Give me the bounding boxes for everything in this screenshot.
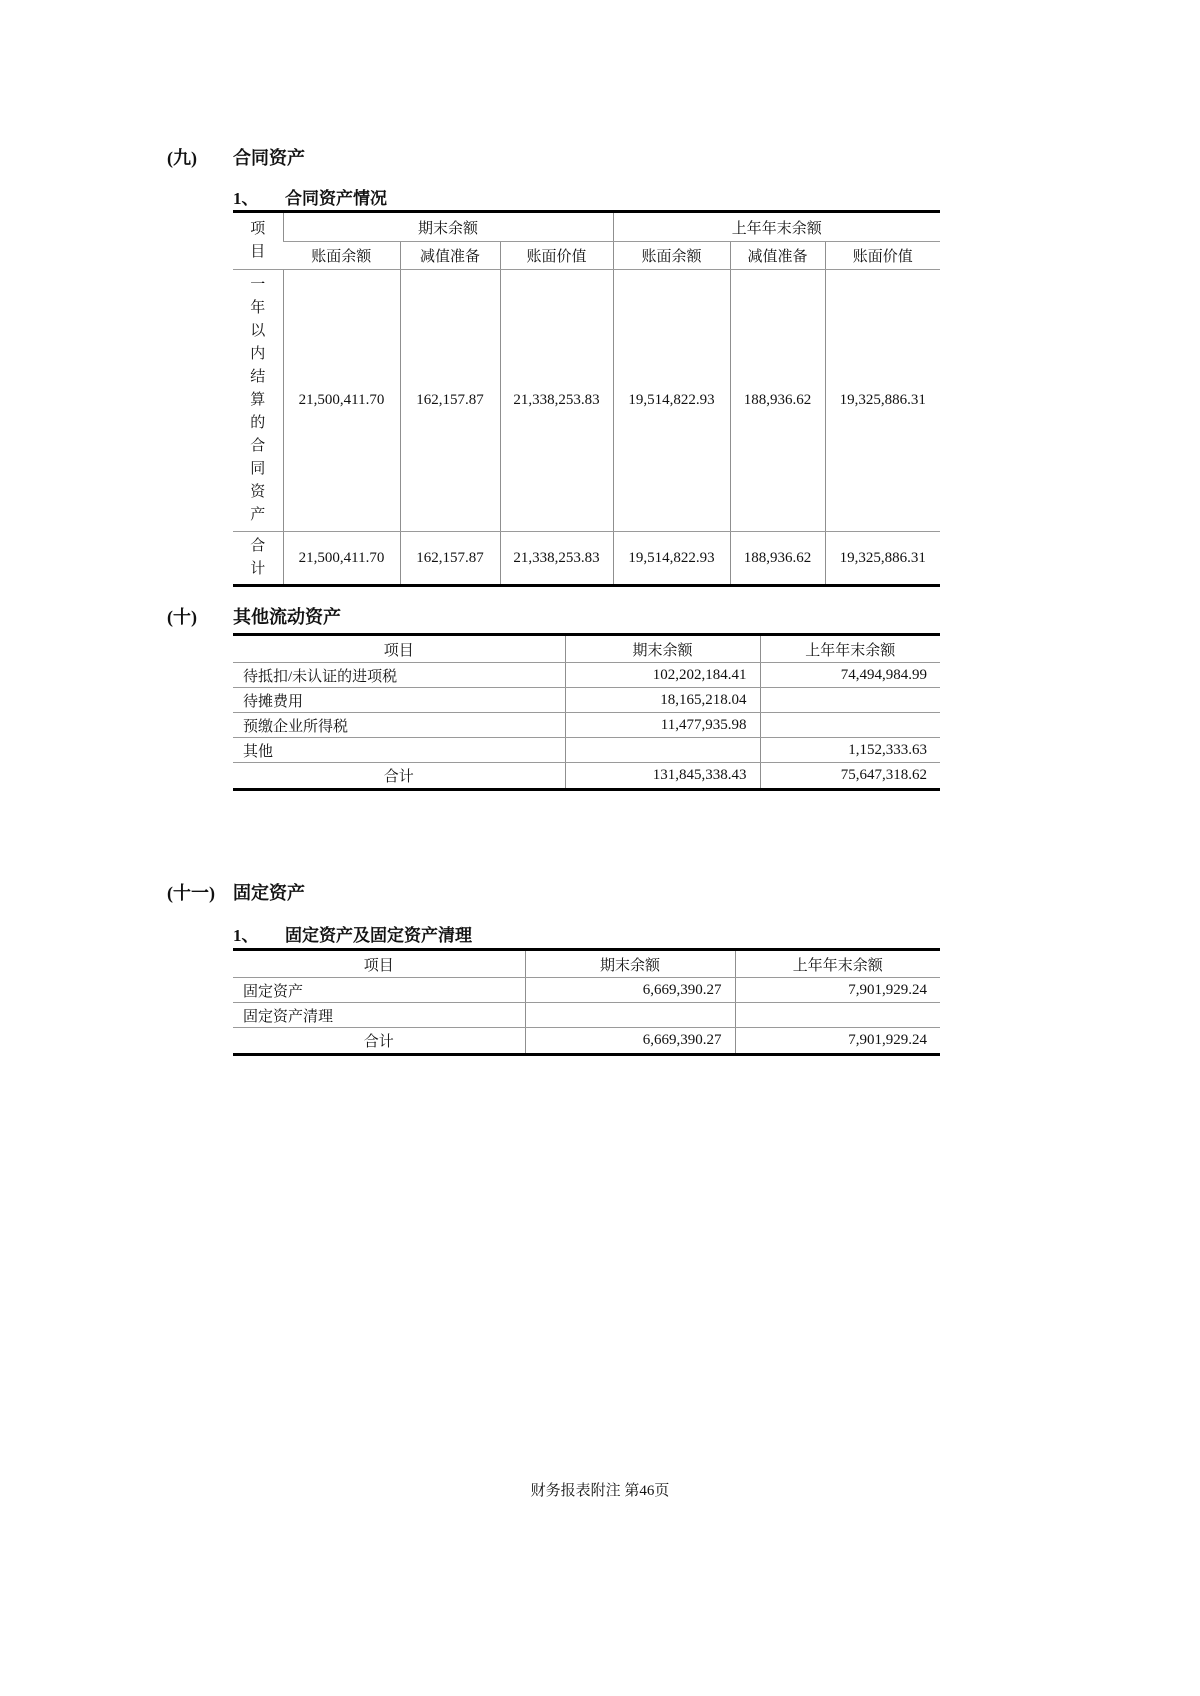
column-header-book-balance: 账面余额 — [613, 242, 730, 270]
section-11-sub-title: 固定资产及固定资产清理 — [285, 926, 472, 945]
table-cell — [760, 713, 940, 738]
table-row — [233, 663, 940, 688]
table-cell: 1,152,333.63 — [760, 738, 940, 763]
table-header-row — [233, 635, 940, 663]
column-header-book-value: 账面价值 — [825, 242, 940, 270]
section-10-title: 其他流动资产 — [233, 607, 341, 627]
column-header-impairment: 减值准备 — [730, 242, 825, 270]
table-row — [233, 738, 940, 763]
row-item-label: 其他 — [233, 738, 565, 763]
section-10-heading — [0, 605, 1200, 629]
table-cell — [735, 1003, 940, 1028]
column-header-prior-year: 上年年末余额 — [735, 950, 940, 978]
table-cell: 7,901,929.24 — [735, 1028, 940, 1055]
table-cell: 18,165,218.04 — [565, 688, 760, 713]
table-cell: 131,845,338.43 — [565, 763, 760, 790]
section-9-label: (九) — [167, 148, 197, 168]
column-header-period-end: 期末余额 — [525, 950, 735, 978]
section-11-heading — [0, 881, 1200, 905]
table-cell: 162,157.87 — [400, 532, 500, 586]
table-cell: 21,500,411.70 — [283, 270, 400, 532]
column-group-period-end: 期末余额 — [283, 212, 613, 242]
column-header-prior-year: 上年年末余额 — [760, 635, 940, 663]
section-11-sub-label: 1、 — [233, 926, 259, 945]
table-header-row — [233, 950, 940, 978]
total-label: 合计 — [363, 1034, 394, 1050]
table-cell: 102,202,184.41 — [565, 663, 760, 688]
section-9-subheading — [0, 188, 1200, 210]
table-cell: 162,157.87 — [400, 270, 500, 532]
table-subheader-row — [233, 242, 940, 270]
fixed-assets-table — [233, 948, 940, 1056]
section-11-label: (十一) — [167, 883, 215, 903]
total-label: 合计 — [250, 538, 266, 577]
table-cell: 188,936.62 — [730, 270, 825, 532]
other-current-assets-table — [233, 633, 940, 791]
section-9-sub-title: 合同资产情况 — [285, 189, 387, 208]
column-header-book-value: 账面价值 — [500, 242, 613, 270]
table-cell: 74,494,984.99 — [760, 663, 940, 688]
column-header-impairment: 减值准备 — [400, 242, 500, 270]
table-total-row — [233, 532, 940, 586]
table-cell: 7,901,929.24 — [735, 978, 940, 1003]
page-footer: 财务报表附注 第46页 — [530, 1483, 670, 1499]
table-cell: 75,647,318.62 — [760, 763, 940, 790]
table-cell: 19,325,886.31 — [825, 270, 940, 532]
section-9-heading — [0, 146, 1200, 170]
table-row — [233, 270, 940, 532]
row-item-label: 待抵扣/未认证的进项税 — [233, 663, 565, 688]
row-item-label: 固定资产 — [233, 978, 525, 1003]
column-header-item: 项目 — [233, 212, 283, 270]
table-cell: 19,514,822.93 — [613, 532, 730, 586]
table-cell — [565, 738, 760, 763]
section-11-title: 固定资产 — [233, 883, 305, 903]
section-11-subheading — [0, 925, 1200, 947]
table-row — [233, 1003, 940, 1028]
table-cell: 6,669,390.27 — [525, 978, 735, 1003]
section-10-label: (十) — [167, 607, 197, 627]
column-header-period-end: 期末余额 — [565, 635, 760, 663]
table-cell — [760, 688, 940, 713]
contract-assets-table — [233, 210, 940, 587]
table-header-row — [233, 212, 940, 242]
row-item-label: 一年以内结算的合同资产 — [233, 270, 283, 532]
section-9-title: 合同资产 — [233, 148, 305, 168]
table-cell: 21,338,253.83 — [500, 532, 613, 586]
column-header-book-balance: 账面余额 — [283, 242, 400, 270]
table-row — [233, 978, 940, 1003]
table-cell: 188,936.62 — [730, 532, 825, 586]
table-cell — [525, 1003, 735, 1028]
row-item-label: 固定资产清理 — [233, 1003, 525, 1028]
table-cell: 19,514,822.93 — [613, 270, 730, 532]
total-label: 合计 — [383, 769, 414, 785]
table-cell: 11,477,935.98 — [565, 713, 760, 738]
section-9-sub-label: 1、 — [233, 189, 259, 208]
table-total-row — [233, 763, 940, 790]
table-cell: 21,338,253.83 — [500, 270, 613, 532]
table-total-row — [233, 1028, 940, 1055]
row-item-label: 预缴企业所得税 — [233, 713, 565, 738]
table-cell: 19,325,886.31 — [825, 532, 940, 586]
table-cell: 6,669,390.27 — [525, 1028, 735, 1055]
column-group-prior-year: 上年年末余额 — [613, 212, 940, 242]
column-header-item: 项目 — [233, 635, 565, 663]
table-row — [233, 688, 940, 713]
table-row — [233, 713, 940, 738]
table-cell: 21,500,411.70 — [283, 532, 400, 586]
column-header-item: 项目 — [233, 950, 525, 978]
row-item-label: 待摊费用 — [233, 688, 565, 713]
